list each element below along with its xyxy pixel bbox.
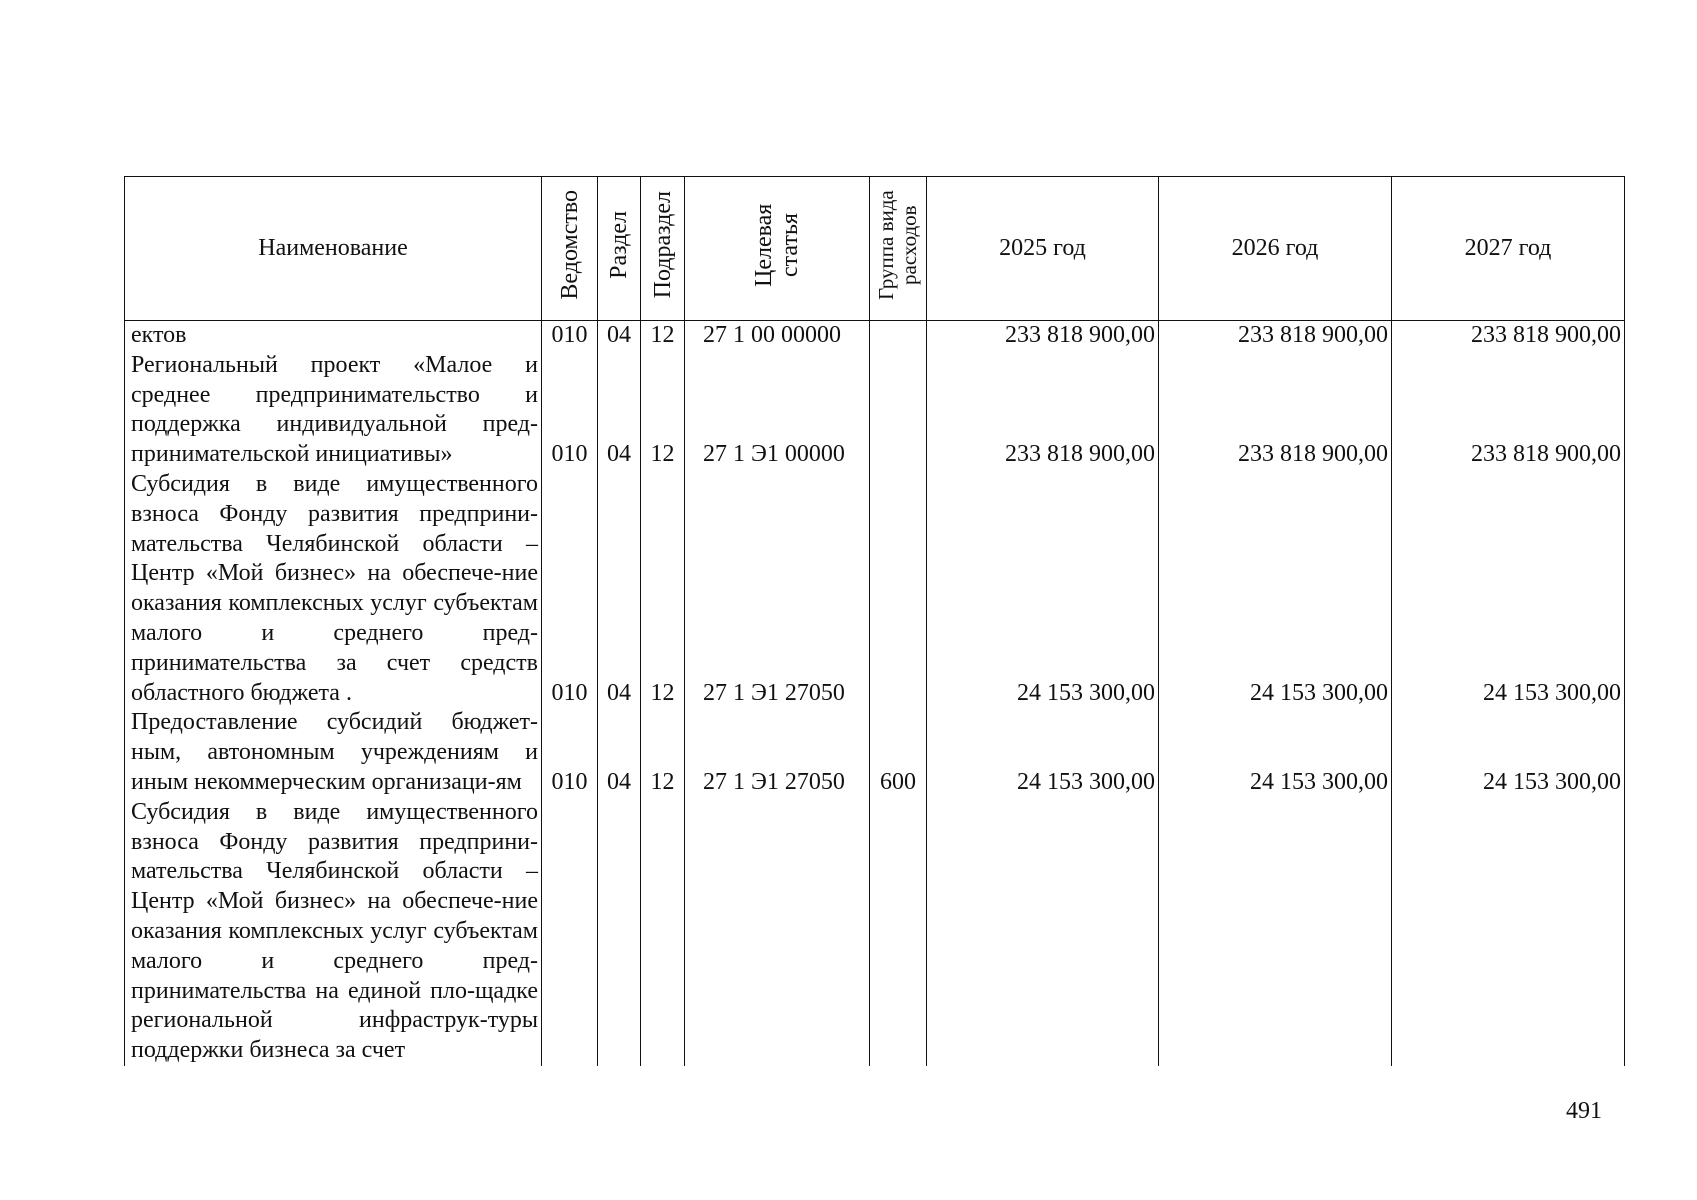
row-amount-2026: 24 153 300,00 — [1159, 470, 1392, 708]
row-gruppa — [870, 798, 927, 1066]
row-amount-2025: 24 153 300,00 — [927, 708, 1159, 797]
row-podrazdel: 12 — [641, 351, 685, 470]
row-celevaya — [685, 798, 870, 1066]
row-amount-2025: 233 818 900,00 — [927, 321, 1159, 351]
header-podrazdel-label: Подраздел — [649, 191, 676, 299]
header-year-2025-label: 2025 год — [999, 235, 1086, 261]
table-header-row — [125, 177, 1625, 321]
row-razdel: 04 — [598, 321, 641, 351]
header-vedomstvo-label: Ведомство — [556, 190, 583, 300]
row-gruppa — [870, 321, 927, 351]
row-gruppa — [870, 351, 927, 470]
row-amount-2025 — [927, 798, 1159, 1066]
row-vedomstvo — [542, 798, 598, 1066]
row-amount-2025: 24 153 300,00 — [927, 470, 1159, 708]
row-celevaya: 27 1 Э1 27050 — [685, 470, 870, 708]
row-amount-2026: 233 818 900,00 — [1159, 351, 1392, 470]
header-year-2027-label: 2027 год — [1464, 235, 1552, 261]
row-amount-2027: 233 818 900,00 — [1392, 321, 1625, 351]
row-razdel: 04 — [598, 708, 641, 797]
table-row — [125, 470, 1625, 708]
row-celevaya: 27 1 00 00000 — [685, 321, 870, 351]
row-amount-2026: 233 818 900,00 — [1159, 321, 1392, 351]
row-razdel: 04 — [598, 470, 641, 708]
header-vedomstvo — [542, 177, 598, 321]
row-name: Предоставление субсидий бюджет-ным, автономным учреждениям и иным некоммерческим организаци-ям — [125, 708, 542, 797]
header-podrazdel — [641, 177, 685, 321]
row-amount-2027 — [1392, 798, 1625, 1066]
row-amount-2026 — [1159, 798, 1392, 1066]
row-gruppa: 600 — [870, 708, 927, 797]
row-amount-2027: 24 153 300,00 — [1392, 470, 1625, 708]
row-vedomstvo: 010 — [542, 321, 598, 351]
row-celevaya: 27 1 Э1 00000 — [685, 351, 870, 470]
row-podrazdel: 12 — [641, 321, 685, 351]
header-year-2025 — [927, 177, 1159, 321]
header-name-label: Наименование — [258, 235, 408, 261]
row-amount-2027: 24 153 300,00 — [1392, 708, 1625, 797]
budget-table — [124, 176, 1625, 1066]
row-podrazdel: 12 — [641, 708, 685, 797]
row-amount-2026: 24 153 300,00 — [1159, 708, 1392, 797]
row-name: Региональный проект «Малое и среднее предпринимательство и поддержка индивидуальной пред-принимательской инициативы» — [125, 351, 542, 470]
row-podrazdel — [641, 798, 685, 1066]
table-row — [125, 351, 1625, 470]
row-amount-2027: 233 818 900,00 — [1392, 351, 1625, 470]
header-name — [125, 177, 542, 321]
header-year-2026 — [1159, 177, 1392, 321]
page-number: 491 — [1566, 1098, 1602, 1124]
header-year-2027 — [1392, 177, 1625, 321]
table-row — [125, 708, 1625, 797]
row-celevaya: 27 1 Э1 27050 — [685, 708, 870, 797]
header-razdel — [598, 177, 641, 321]
header-year-2026-label: 2026 год — [1231, 235, 1319, 261]
row-name: ектов — [125, 321, 542, 351]
header-gruppa-label: Группа вида расходов — [874, 190, 921, 300]
row-name: Субсидия в виде имущественного взноса Фонду развития предприни-мательства Челябинской области – Центр «Мой бизнес» на обеспече-ние оказания комплексных услуг субъектам малого и среднего пред-принимательства за счет средств областного бюджета . — [125, 470, 542, 708]
row-podrazdel: 12 — [641, 470, 685, 708]
row-amount-2025: 233 818 900,00 — [927, 351, 1159, 470]
header-gruppa — [870, 177, 927, 321]
table-row — [125, 321, 1625, 351]
row-vedomstvo: 010 — [542, 470, 598, 708]
row-gruppa — [870, 470, 927, 708]
row-vedomstvo: 010 — [542, 708, 598, 797]
header-celevaya-label: Целевая статья — [751, 203, 803, 287]
row-razdel — [598, 798, 641, 1066]
row-razdel: 04 — [598, 351, 641, 470]
header-razdel-label: Раздел — [606, 211, 632, 279]
header-celevaya — [685, 177, 870, 321]
table-row — [125, 798, 1625, 1066]
row-vedomstvo: 010 — [542, 351, 598, 470]
row-name: Субсидия в виде имущественного взноса Фонду развития предприни-мательства Челябинской области – Центр «Мой бизнес» на обеспече-ние оказания комплексных услуг субъектам малого и среднего пред-принимательства на единой пло-щадке региональной инфраструк-туры поддержки бизнеса за счет — [125, 798, 542, 1066]
